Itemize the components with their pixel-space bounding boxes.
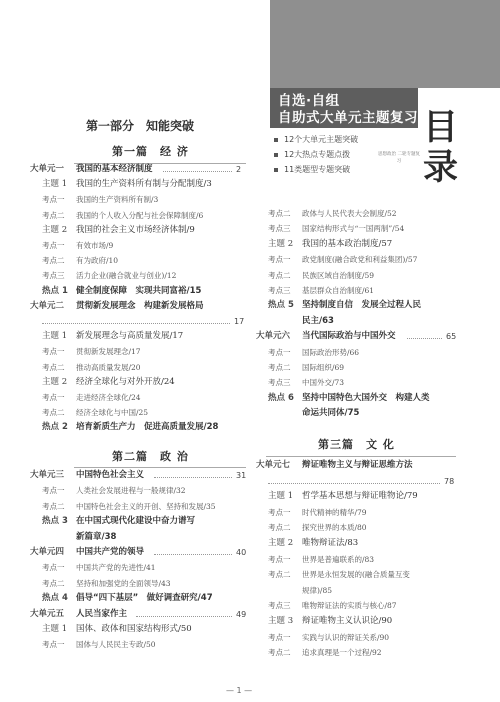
toc-topic-row[interactable] [42,377,175,388]
toc-label: 考点一 [42,195,65,205]
toc-topic-row[interactable] [268,538,358,549]
toc-point-row[interactable] [42,392,141,403]
toc-point-row[interactable] [42,578,171,589]
toc-label: 考点二 [268,523,291,533]
toc-unit-row[interactable] [30,609,127,620]
toc-point-row[interactable] [268,362,344,373]
toc-title: 走进经济全球化/24 [76,393,141,402]
toc-hot-row[interactable] [42,532,116,543]
toc-title: 命运共同体/75 [302,408,360,419]
section-title-culture: 第三篇 文 化 [318,438,395,451]
section-rule [266,456,456,457]
leader-dots [42,323,230,324]
toc-page-number: 2 [236,165,242,174]
toc-point-row[interactable] [42,210,203,221]
toc-point-row[interactable] [42,501,216,512]
toc-label: 热点 5 [268,300,294,311]
toc-point-row[interactable] [268,270,374,281]
toc-hot-row[interactable] [268,393,430,404]
toc-point-row[interactable] [268,223,404,234]
toc-unit-row[interactable] [256,331,396,342]
toc-title: 有效市场/9 [76,241,114,250]
toc-label: 主题 3 [268,616,294,626]
toc-title: 经济全球化与中国/25 [76,408,149,418]
toc-title: 国际组织/69 [302,363,345,372]
toc-label: 考点一 [268,554,291,564]
toc-title: 在中国式现代化建设中奋力谱写 [76,516,196,527]
toc-label: 主题 2 [268,538,294,548]
toc-title: 推动高质量发展/20 [76,362,141,372]
toc-page-number: 49 [236,609,247,619]
toc-label: 考点一 [42,563,65,573]
toc-title: 中国外交/73 [302,378,345,388]
toc-point-row[interactable] [268,285,374,296]
toc-title: 中国特色社会主义 [76,470,145,480]
toc-topic-row[interactable] [42,624,192,635]
toc-point-row[interactable] [268,522,367,533]
toc-unit-row[interactable] [256,460,413,471]
toc-label: 考点一 [42,393,65,402]
toc-label: 考点二 [268,570,291,580]
banner-note: 思想政治 二轮专题复习 [378,152,420,164]
part-title: 第一部分 知能突破 [86,119,195,133]
toc-title: 辩证唯物主义与辩证思维方法 [302,460,413,470]
toc-label: 考点一 [268,632,291,642]
toc-point-row[interactable] [268,377,344,388]
toc-label: 热点 6 [268,392,294,403]
toc-label: 热点 4 [42,593,68,604]
leader-dots [154,477,232,478]
toc-title: 国体、政体和国家结构形式/50 [76,624,192,634]
toc-title: 哲学基本思想与辩证唯物论/79 [302,491,418,502]
cover-banner [270,0,500,88]
toc-label: 主题 1 [268,491,294,502]
toc-hot-row[interactable] [42,286,201,297]
toc-unit-row[interactable] [30,547,144,558]
toc-label: 大单元六 [256,331,291,342]
toc-point-row[interactable] [268,208,397,219]
toc-title: 国际政治形势/66 [302,347,360,357]
toc-title: 国体与人民民主专政/50 [76,640,156,650]
toc-point-row[interactable] [268,585,332,596]
contents-title-char2: 录 [423,148,459,188]
toc-title: 经济全球化与对外开放/24 [76,376,175,387]
toc-label: 热点 2 [42,422,68,433]
toc-label: 考点三 [268,224,291,234]
toc-point-row[interactable] [268,347,359,358]
toc-title: 世界是普遍联系的/83 [302,554,375,564]
toc-label: 考点一 [42,486,65,496]
toc-unit-row[interactable] [30,164,153,175]
toc-topic-row[interactable] [42,331,183,342]
toc-topic-row[interactable] [268,239,392,250]
bullet-icon [274,168,278,172]
bullet-icon [274,138,278,142]
toc-label: 大单元一 [30,164,65,174]
banner-title-line2: 自助式大单元主题复习 [278,110,418,126]
toc-point-row[interactable] [268,600,397,611]
banner-bullets [274,132,358,177]
toc-title: 活力企业(融合就业与创业)/12 [76,271,177,281]
banner-bullet: 12大热点专题点拨 [274,147,358,162]
toc-label: 大单元三 [30,470,65,480]
toc-hot-row[interactable] [42,593,213,604]
toc-label: 大单元五 [30,608,65,619]
toc-label: 考点一 [42,640,65,650]
toc-title: 我国的生产资料所有制与分配制度/3 [76,179,212,190]
toc-point-row[interactable] [42,485,186,496]
contents-title-char1: 目 [423,108,459,148]
toc-point-row[interactable] [268,554,374,565]
toc-point-row[interactable] [42,194,158,205]
toc-label: 主题 2 [42,224,68,235]
toc-hot-row[interactable] [42,516,195,527]
toc-label: 考点一 [42,347,65,357]
toc-label: 主题 1 [42,624,68,634]
toc-title: 政党制度(融合政党和利益集团)/57 [302,255,418,265]
toc-title: 当代国际政治与中国外交 [302,331,396,342]
leader-dots [136,616,232,617]
toc-title: 健全制度保障 实现共同富裕/15 [76,285,202,296]
toc-title: 实践与认识的辩证关系/90 [302,632,390,642]
toc-title: 倡导“四下基层” 做好调查研究/47 [76,593,213,604]
toc-label: 考点二 [268,270,291,280]
toc-title: 贯彻新发展理念/17 [76,347,141,357]
toc-page-number: 31 [236,471,247,480]
toc-label: 考点一 [268,347,291,357]
toc-unit-row[interactable] [30,470,144,481]
toc-label: 考点二 [268,209,291,218]
toc-hot-row[interactable] [268,300,421,311]
toc-point-row[interactable] [268,507,367,518]
toc-label: 热点 1 [42,285,68,296]
toc-label: 考点二 [268,363,291,372]
toc-title: 我国的基本经济制度 [76,164,153,174]
section-rule [74,467,246,468]
page-number: — 1 — [226,686,253,695]
toc-hot-row[interactable] [268,408,359,419]
toc-topic-row[interactable] [42,179,212,190]
toc-label: 考点三 [268,286,291,295]
toc-title: 培育新质生产力 促进高质量发展/28 [76,422,219,433]
toc-label: 考点二 [42,408,65,418]
leader-dots [407,338,442,339]
toc-label: 主题 1 [42,331,68,342]
toc-title: 贯彻新发展理念 构建新发展格局 [76,300,204,311]
toc-title: 探究世界的本质/80 [302,523,367,533]
toc-point-row[interactable] [42,270,176,281]
toc-title: 中国特色社会主义的开创、坚持和发展/35 [76,501,216,511]
toc-title: 我国的基本政治制度/57 [302,238,393,249]
toc-point-row[interactable] [42,562,156,573]
toc-page-number: 78 [444,476,455,486]
toc-point-row[interactable] [268,254,417,265]
toc-label: 主题 1 [42,179,68,190]
toc-label: 大单元七 [256,460,291,470]
toc-label: 考点二 [42,210,65,220]
section-title-economy: 第一篇 经 济 [112,145,189,158]
toc-point-row[interactable] [268,632,389,643]
toc-title: 国家结构形式与“一国两制”/54 [302,224,405,234]
toc-title: 人民当家作主 [76,608,128,619]
toc-label: 考点二 [42,362,65,372]
toc-title: 唯物辩证法/83 [302,538,359,548]
toc-title: 时代精神的精华/79 [302,507,367,517]
toc-title: 基层群众自治制度/61 [302,286,375,295]
toc-hot-row[interactable] [268,316,334,327]
toc-title: 政体与人民代表大会制度/52 [302,209,397,218]
toc-point-row[interactable] [42,240,113,251]
toc-label: 热点 3 [42,516,68,527]
toc-label: 考点二 [42,501,65,511]
toc-title: 世界是永恒发展的(融合质量互变 [302,570,410,580]
toc-label: 考点一 [268,507,291,517]
toc-title: 坚持制度自信 发展全过程人民 [302,300,422,311]
toc-label: 考点一 [42,241,65,250]
toc-title: 坚持中国特色大国外交 构建人类 [302,392,430,403]
toc-point-row[interactable] [42,639,156,650]
toc-page-number: 17 [234,317,245,326]
toc-title: 规律)/85 [302,585,332,595]
toc-label: 考点三 [268,601,291,611]
toc-title: 追求真理是一个过程/92 [302,648,382,658]
toc-point-row[interactable] [42,346,141,357]
toc-title: 我国的个人收入分配与社会保障制度/6 [76,210,204,220]
toc-label: 考点三 [268,378,291,388]
toc-title: 中国共产党的领导 [76,547,145,557]
toc-title: 人类社会发展进程与一般规律/32 [76,486,186,496]
toc-point-row[interactable] [268,569,410,580]
toc-title: 民主/63 [302,315,334,326]
toc-topic-row[interactable] [42,225,195,236]
toc-label: 考点三 [42,271,65,281]
toc-page-number: 40 [236,548,247,557]
toc-title: 有为政府/10 [76,256,119,266]
toc-title: 中国共产党的先进性/41 [76,563,156,573]
leader-dots [154,554,232,555]
leader-dots [268,483,440,484]
section-title-politics: 第二篇 政 治 [112,450,189,463]
bullet-icon [274,153,278,157]
banner-title-line1: 自选·自组 [278,93,340,109]
toc-title: 坚持和加强党的全面领导/43 [76,578,171,588]
toc-title: 民族区域自治制度/59 [302,270,375,280]
toc-label: 考点二 [42,578,65,588]
toc-point-row[interactable] [42,255,118,266]
toc-label: 主题 2 [268,238,294,249]
toc-label: 主题 2 [42,376,68,387]
toc-point-row[interactable] [268,647,382,658]
toc-title: 我国的社会主义市场经济体制/9 [76,224,195,235]
toc-label: 大单元二 [30,300,65,311]
toc-title: 新篇章/38 [76,531,117,542]
toc-title: 唯物辩证法的实质与核心/87 [302,601,397,611]
toc-point-row[interactable] [42,362,141,373]
toc-topic-row[interactable] [268,491,418,502]
toc-title: 辩证唯物主义认识论/90 [302,616,393,626]
toc-hot-row[interactable] [42,422,218,433]
leader-dots [163,171,232,172]
banner-bullet: 11类题型专题突破 [274,162,358,177]
toc-title: 新发展理念与高质量发展/17 [76,331,184,342]
toc-label: 考点二 [268,648,291,658]
toc-page-number: 65 [446,332,457,342]
toc-label: 考点二 [42,256,65,266]
banner-bullet: 12个大单元主题突破 [274,132,358,147]
toc-label: 考点一 [268,255,291,265]
toc-topic-row[interactable] [268,616,392,627]
toc-point-row[interactable] [42,407,148,418]
toc-unit-row[interactable] [30,301,204,312]
toc-title: 我国的生产资料所有制/3 [76,195,159,205]
toc-label: 大单元四 [30,547,65,557]
